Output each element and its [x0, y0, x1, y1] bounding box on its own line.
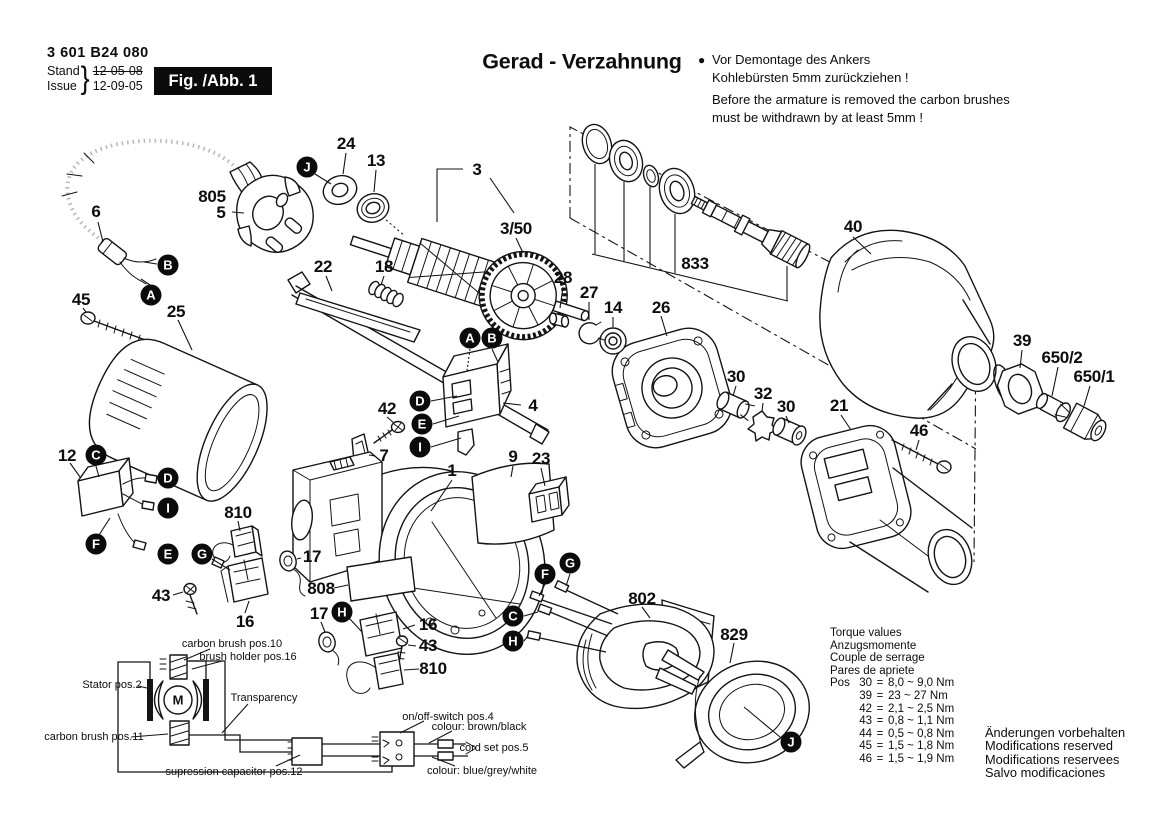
notice-de-1: Vor Demontage des Ankers — [712, 52, 871, 67]
ref-badge-H: H — [332, 602, 353, 623]
part-label-650-2: 650/2 — [1041, 348, 1083, 367]
ref-badge-D: D — [158, 468, 179, 489]
ref-badge-J: J — [297, 157, 318, 178]
part-label-32: 32 — [753, 384, 773, 403]
star-coupler-32 — [748, 411, 777, 441]
part-label-30: 30 — [776, 397, 796, 416]
part-label-39: 39 — [1012, 331, 1032, 350]
date-superseded: 12-05-08 — [92, 63, 143, 78]
ref-badge-A: A — [460, 328, 481, 349]
part-label-808: 808 — [307, 579, 335, 598]
notice-en-1: Before the armature is removed the carbon brushes — [712, 92, 1010, 107]
date-current: 12-09-05 — [92, 78, 143, 93]
part-label-28: 28 — [553, 268, 573, 287]
schematic-label: carbon brush pos.10 — [181, 638, 283, 650]
schematic-label: colour: brown/black — [431, 721, 527, 733]
part-label-9: 9 — [508, 447, 518, 466]
bullet-icon: ● — [698, 53, 706, 67]
issue-label: Issue — [47, 78, 77, 93]
part-label-7: 7 — [379, 446, 389, 465]
ref-badge-F: F — [86, 534, 107, 555]
air-deflector-829 — [656, 647, 823, 778]
torque-table — [830, 627, 954, 766]
torque-row: 46 = 1,5 ~ 1,9 Nm — [859, 752, 955, 765]
part-label-40: 40 — [843, 217, 863, 236]
torque-row: 39 = 23 ~ 27 Nm — [859, 689, 948, 702]
part-label-13: 13 — [366, 151, 386, 170]
schematic-label: supression capacitor pos.12 — [165, 766, 303, 778]
brush-holder-16-left — [221, 558, 268, 602]
ref-badge-J: J — [781, 732, 802, 753]
ref-badge-E: E — [412, 414, 433, 435]
torque-title-line: Pares de apriete — [830, 664, 915, 677]
schematic-label: brush holder pos.16 — [199, 651, 297, 663]
part-label-45: 45 — [71, 290, 91, 309]
screw-42 — [374, 422, 405, 444]
part-label-21: 21 — [829, 396, 849, 415]
torque-row: 43 = 0,8 ~ 1,1 Nm — [859, 715, 955, 728]
ref-badge-B: B — [158, 255, 179, 276]
ref-badge-G: G — [192, 544, 213, 565]
revision-block — [47, 60, 143, 96]
torque-title-line: Torque values — [830, 627, 902, 639]
part-label-16: 16 — [235, 612, 255, 631]
legal-line: Modifications reserved — [985, 738, 1114, 754]
torque-row: 45 = 1,5 ~ 1,8 Nm — [859, 740, 955, 753]
notice-de-2: Kohlebürsten 5mm zurückziehen ! — [712, 70, 909, 85]
part-label-22: 22 — [313, 257, 333, 276]
power-cord — [62, 141, 241, 284]
ref-badge-G: G — [560, 553, 581, 574]
ref-badge-I: I — [410, 437, 431, 458]
modifications-notice — [985, 726, 1125, 780]
torque-row: Pos 30 = 8,0 ~ 9,0 Nm — [830, 677, 955, 690]
ref-badge-F: F — [535, 564, 556, 585]
coupling-30b — [770, 415, 808, 447]
page-title: Gerad - Verzahnung — [482, 49, 682, 74]
part-label-3: 3 — [472, 160, 482, 179]
legal-line: Modifications reservees — [985, 751, 1120, 767]
torque-title-line: Couple de serrage — [830, 652, 925, 665]
part-label-26: 26 — [651, 298, 671, 317]
handle-21 — [796, 420, 979, 592]
part-label-43: 43 — [418, 636, 438, 655]
schematic-label: M — [172, 692, 184, 708]
part-label-14: 14 — [603, 298, 623, 317]
part-label-810: 810 — [224, 503, 252, 522]
ref-badge-H: H — [503, 631, 524, 652]
switch-4 — [443, 344, 511, 455]
schematic-label: cord set pos.5 — [459, 742, 529, 754]
ref-badge-C: C — [86, 445, 107, 466]
part-label-43: 43 — [151, 586, 171, 605]
legal-line: Salvo modificaciones — [985, 765, 1106, 781]
part-label-42: 42 — [377, 399, 397, 418]
ring-24 — [319, 171, 361, 209]
part-label-24: 24 — [336, 134, 356, 153]
part-label-805: 805 — [198, 187, 226, 206]
ref-badge-C: C — [503, 606, 524, 627]
part-label-27: 27 — [579, 283, 599, 302]
ref-badge-I: I — [158, 498, 179, 519]
part-label-810: 810 — [419, 659, 447, 678]
part-label-30: 30 — [726, 367, 746, 386]
part-label-829: 829 — [720, 625, 748, 644]
legal-line: Änderungen vorbehalten — [985, 725, 1126, 740]
brush-810-lower — [347, 653, 403, 693]
part-label-18: 18 — [374, 257, 394, 276]
torque-title-line: Anzugsmomente — [830, 639, 917, 652]
brace-glyph: } — [80, 60, 90, 96]
part-label-25: 25 — [166, 302, 186, 321]
schematic-label: on/off-switch pos.4 — [402, 711, 494, 723]
bearing-14 — [600, 328, 626, 354]
schematic-label: carbon brush pos.11 — [44, 731, 144, 743]
part-label-4: 4 — [528, 396, 538, 415]
ref-badge-D: D — [410, 391, 431, 412]
collar-nut-39 — [990, 361, 1047, 418]
part-label-802: 802 — [628, 589, 656, 608]
ref-badge-A: A — [141, 285, 162, 306]
notice-en-2: must be withdrawn by at least 5mm ! — [712, 110, 923, 125]
part-label-6: 6 — [91, 202, 101, 221]
part-label-12: 12 — [57, 446, 77, 465]
ref-badge-E: E — [158, 544, 179, 565]
handle-40 — [820, 230, 1003, 418]
spring-18 — [367, 280, 406, 309]
part-label-3-50: 3/50 — [500, 219, 532, 238]
part-label-833: 833 — [678, 254, 711, 274]
part-label-5: 5 — [216, 203, 226, 222]
screw-43-left — [184, 584, 197, 615]
part-label-46: 46 — [909, 421, 929, 440]
schematic-label: Transparency — [230, 692, 298, 704]
part-label-16: 16 — [418, 615, 438, 634]
part-label-17: 17 — [309, 604, 329, 623]
figure-label: Fig. /Abb. 1 — [154, 67, 272, 95]
part-label-650-1: 650/1 — [1073, 367, 1115, 386]
part-label-23: 23 — [531, 449, 551, 468]
torque-row: 44 = 0,5 ~ 0,8 Nm — [859, 727, 955, 740]
part-label-1: 1 — [447, 461, 457, 480]
schematic-label: colour: blue/grey/white — [426, 765, 538, 777]
brush-cap-17-lower — [317, 630, 339, 665]
part-number: 3 601 B24 080 — [47, 45, 149, 61]
brush-holder-16-lower — [360, 612, 402, 656]
ref-badge-B: B — [482, 328, 503, 349]
stand-label: Stand — [47, 63, 80, 78]
torque-row: 42 = 2,1 ~ 2,5 Nm — [859, 702, 955, 715]
schematic-label: Stator pos.2 — [82, 679, 142, 691]
part-label-17: 17 — [302, 547, 322, 566]
